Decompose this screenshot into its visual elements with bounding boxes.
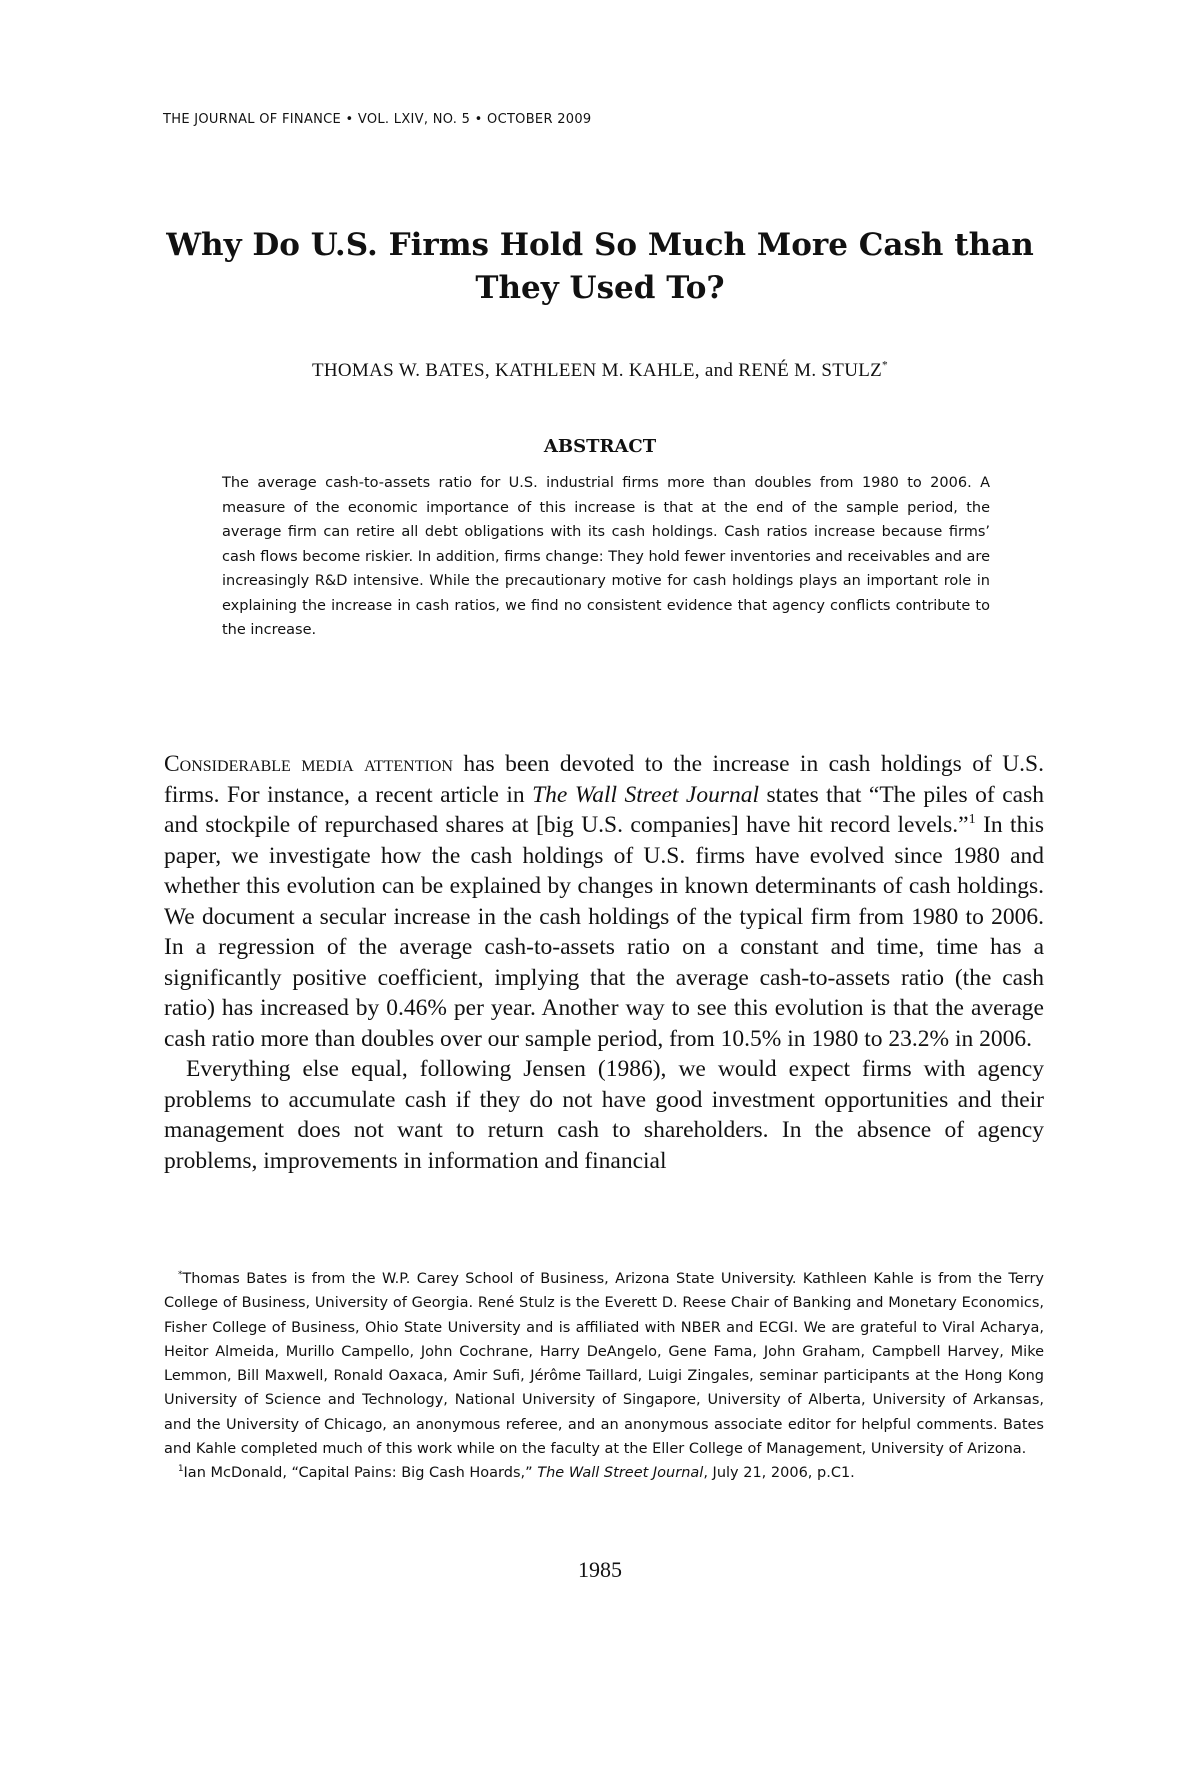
footnotes: [164, 1267, 1044, 1486]
footnote-star: [164, 1267, 1044, 1461]
footnote-1-journal: The Wall Street Journal: [537, 1465, 704, 1482]
running-head: THE JOURNAL OF FINANCE • VOL. LXIV, NO. 5 • OCTOBER 2009: [163, 112, 592, 127]
page-number: 1985: [578, 1557, 622, 1582]
abstract-text: The average cash-to-assets ratio for U.S. industrial firms more than doubles from 1980 to 2006. A measure of the economic importance of this increase is that at the end of the sample period, the average firm can retire all debt obligations with its cash holdings. Cash ratios increase because firms’ cash flows become riskier. In addition, firms change: They hold fewer inventories and receivables and are increasingly R&D intensive. While the precautionary motive for cash holdings plays an important role in explaining the increase in cash ratios, we find no consistent evidence that agency conflicts contribute to the increase.: [222, 475, 990, 638]
footnote-ref-1: 1: [968, 811, 976, 828]
lead-in-smallcaps: Considerable media attention: [164, 751, 453, 777]
footnote-1-part-a: Ian McDonald, “Capital Pains: Big Cash Hoards,”: [183, 1465, 538, 1482]
journal-name-italic: The Wall Street Journal: [532, 781, 760, 808]
footnote-star-mark: *: [178, 1270, 183, 1281]
body-p1-part-a: has been devoted to the increase in cash holdings of U.S. firms. For instance, a recent article in: [164, 751, 1044, 808]
footnote-star-text: Thomas Bates is from the W.P. Carey School of Business, Arizona State University. Kathleen Kahle is from the Terry College of Business, University of Georgia. René Stulz is the Everett D. Reese Chair of Banking and Monetary Economics, Fisher College of Business, Ohio State University and is affiliated with NBER and ECGI. We are grateful to Viral Acharya, Heitor Almeida, Murillo Campello, John Cochrane, Harry DeAngelo, Gene Fama, John Graham, Campbell Harvey, Mike Lemmon, Bill Maxwell, Ronald Oaxaca, Amir Sufi, Jérôme Taillard, Luigi Zingales, seminar participants at the Hong Kong University of Science and Technology, National University of Singapore, University of Alberta, University of Arkansas, and the University of Chicago, an anonymous referee, and an anonymous associate editor for helpful comments. Bates and Kahle completed much of this work while on the faculty at the Eller College of Management, University of Arizona.: [164, 1271, 1044, 1458]
abstract-heading: ABSTRACT: [543, 436, 657, 457]
author-line: [140, 360, 1060, 382]
article-title: Why Do U.S. Firms Hold So Much More Cash than They Used To?: [166, 227, 1034, 306]
body-text: [164, 749, 1044, 1176]
footnote-1-mark: 1: [178, 1464, 184, 1475]
body-paragraph-1: [164, 749, 1044, 1054]
footnote-1: [164, 1461, 1044, 1485]
body-p1-part-c: In this paper, we investigate how the cash holdings of U.S. firms have evolved since 1980 and whether this evolution can be explained by changes in known determinants of cash holdings. We document a secular increase in the cash holdings of the typical firm from 1980 to 2006. In a regression of the average cash-to-assets ratio on a constant and time, time has a significantly positive coefficient, implying that the average cash-to-assets ratio (the cash ratio) has increased by 0.46% per year. Another way to see this evolution is that the average cash ratio more than doubles over our sample period, from 10.5% in 1980 to 23.2% in 2006.: [164, 812, 1045, 1052]
author-footnote-mark: *: [882, 359, 889, 372]
body-p1-part-b: states that “The piles of cash and stockpile of repurchased shares at [big U.S. companies] have hit record levels.”: [164, 781, 1044, 838]
footnote-1-part-b: , July 21, 2006, p.C1.: [703, 1465, 855, 1482]
body-paragraph-2: Everything else equal, following Jensen (1986), we would expect firms with agency problems to accumulate cash if they do not have good investment opportunities and their management does not want to return cash to shareholders. In the absence of agency problems, improvements in information and financial: [164, 1056, 1044, 1174]
authors: THOMAS W. BATES, KATHLEEN M. KAHLE, and RENÉ M. STULZ: [311, 360, 883, 381]
